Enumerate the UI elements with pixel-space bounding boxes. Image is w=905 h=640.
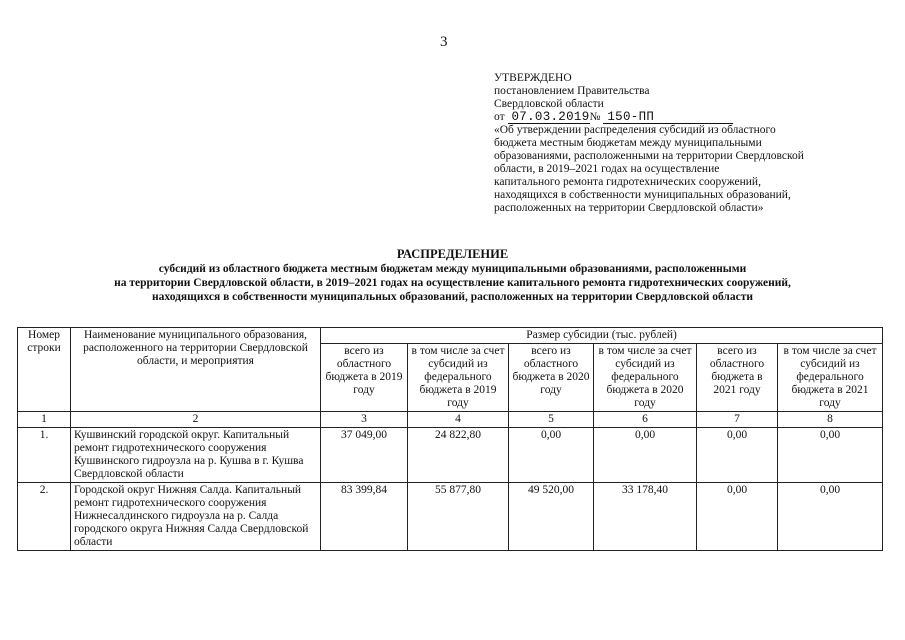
row-value: 0,00	[778, 483, 883, 551]
row-value: 24 822,80	[408, 428, 509, 483]
approval-block	[494, 72, 894, 215]
row-number: 2.	[18, 483, 71, 551]
header-subsidy-size: Размер субсидии (тыс. рублей)	[321, 328, 883, 344]
row-value: 0,00	[509, 428, 594, 483]
row-value: 0,00	[697, 483, 778, 551]
row-value: 0,00	[594, 428, 697, 483]
approval-desc-line: находящихся в собственности муниципальных образований,	[494, 189, 791, 201]
page-number: 3	[440, 34, 448, 50]
approval-desc-line: образованиями, расположенными на территории Свердловской	[494, 150, 804, 162]
column-number: 7	[697, 412, 778, 428]
approval-issuer: постановлением Правительства	[494, 85, 650, 97]
approval-date: 07.03.2019	[508, 112, 590, 124]
approval-number-sign: №	[589, 111, 601, 123]
column-number: 3	[321, 412, 408, 428]
row-value: 0,00	[778, 428, 883, 483]
column-number: 5	[509, 412, 594, 428]
approval-from-prefix: от	[494, 111, 505, 123]
document-subtitle-line: находящихся в собственности муниципальных образований, расположенных на территории Свердловской области	[152, 291, 753, 303]
row-value: 0,00	[697, 428, 778, 483]
subheader-cell: всего из областного бюджета в 2019 году	[321, 344, 408, 412]
table-row	[18, 428, 883, 483]
document-heading	[20, 247, 885, 304]
approval-desc-line: бюджета местным бюджетам между муниципальными	[494, 137, 762, 149]
table-header-row	[18, 328, 883, 344]
row-value: 33 178,40	[594, 483, 697, 551]
header-name: Наименование муниципального образования, расположенного на территории Свердловской области, и мероприятия	[71, 328, 321, 412]
column-number: 8	[778, 412, 883, 428]
column-number: 4	[408, 412, 509, 428]
subheader-cell: в том числе за счет субсидий из федерального бюджета в 2019 году	[408, 344, 509, 412]
document-subtitle-line: на территории Свердловской области, в 2019–2021 годах на осуществление капитального ремонта гидротехнических сооружений,	[114, 277, 791, 289]
subheader-cell: всего из областного бюджета в 2020 году	[509, 344, 594, 412]
approval-desc-line: капитального ремонта гидротехнических сооружений,	[494, 176, 761, 188]
approval-region: Свердловской области	[494, 98, 604, 110]
subheader-cell: в том числе за счет субсидий из федерального бюджета в 2020 году	[594, 344, 697, 412]
column-number: 6	[594, 412, 697, 428]
approval-title: УТВЕРЖДЕНО	[494, 72, 572, 84]
row-value: 83 399,84	[321, 483, 408, 551]
approval-desc-line: расположенных на территории Свердловской области»	[494, 202, 764, 214]
subheader-cell: всего из областного бюджета в 2021 году	[697, 344, 778, 412]
column-number-row	[18, 412, 883, 428]
column-number: 2	[71, 412, 321, 428]
column-number: 1	[18, 412, 71, 428]
header-row-number: Номер строки	[18, 328, 71, 412]
approval-desc-line: «Об утверждении распределения субсидий из областного	[494, 124, 776, 136]
approval-desc-line: области, в 2019–2021 годах на осуществление	[494, 163, 720, 175]
row-name: Городской округ Нижняя Салда. Капитальный ремонт гидротехнического сооружения Нижнесалдинского гидроузла на р. Салда городского округа Нижняя Салда Свердловской области	[71, 483, 321, 551]
document-title: РАСПРЕДЕЛЕНИЕ	[396, 247, 509, 261]
subheader-cell: в том числе за счет субсидий из федерального бюджета в 2021 году	[778, 344, 883, 412]
subsidy-table	[17, 327, 883, 551]
document-subtitle-line: субсидий из областного бюджета местным бюджетам между муниципальными образованиями, расположенными	[158, 263, 747, 275]
approval-doc-number: 150-ПП	[603, 112, 733, 124]
row-value: 55 877,80	[408, 483, 509, 551]
table-row	[18, 483, 883, 551]
row-number: 1.	[18, 428, 71, 483]
row-value: 37 049,00	[321, 428, 408, 483]
row-name: Кушвинский городской округ. Капитальный ремонт гидротехнического сооружения Кушвинского гидроузла на р. Кушва в г. Кушва Свердловской области	[71, 428, 321, 483]
approval-date-line	[494, 111, 894, 124]
row-value: 49 520,00	[509, 483, 594, 551]
